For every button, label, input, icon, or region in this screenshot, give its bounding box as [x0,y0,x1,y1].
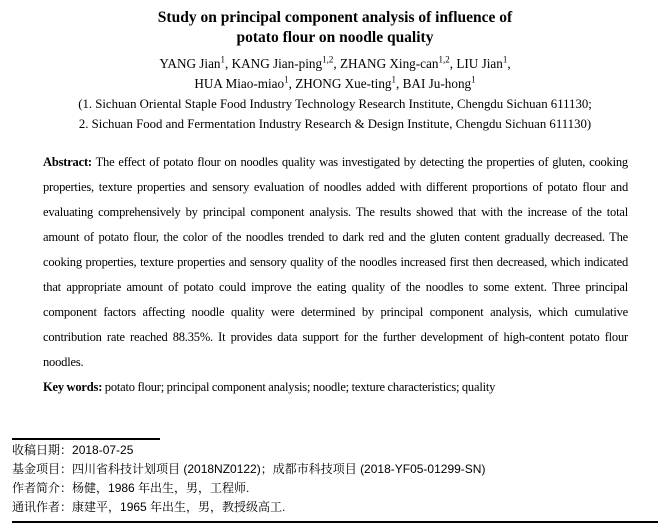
author-separator: , [333,56,340,71]
abstract-label: Abstract: [43,155,92,169]
affiliation-line-2: 2. Sichuan Food and Fermentation Industry Research & Design Institute, Chengdu Sichuan 611130) [78,117,592,131]
keywords-text: potato flour; principal component analysis; noodle; texture characteristics; quality [104,380,496,394]
footnote-separator-rule [12,438,160,440]
author-name: KANG Jian-ping [231,56,323,71]
footnote-text: 杨健，1986 年出生，男，工程师. [72,481,250,495]
author-superscript: 1 [220,54,226,65]
author-superscript: 1 [391,74,397,85]
title-line-1: Study on principal component analysis of influence of [157,9,513,26]
abstract-paragraph [43,150,628,375]
footnote-text: 康建平，1965 年出生，男，教授级高工. [72,500,286,514]
author-name: BAI Ju-hong [402,76,472,91]
author-name: LIU Jian [456,56,503,71]
author-superscript: 1 [502,54,508,65]
paper-title [20,8,650,48]
author-line-1 [0,54,670,74]
author-superscript: 1,2 [438,54,450,65]
author-separator: , [507,56,511,71]
footnote-label: 收稿日期： [12,443,73,457]
footnote-corresponding-author [12,498,658,517]
footnotes-block [12,441,658,517]
title-line-2: potato flour on noodle quality [236,29,434,46]
footnote-text: 2018-07-25 [72,443,134,457]
keywords-line [43,375,628,400]
footnote-author-bio [12,479,658,498]
author-superscript: 1,2 [322,54,334,65]
author-separator: , [396,76,403,91]
author-line-2 [0,74,670,94]
page-bottom-rule [12,521,658,523]
author-name: ZHANG Xing-can [339,56,439,71]
author-name: ZHONG Xue-ting [295,76,392,91]
abstract-text: The effect of potato flour on noodles quality was investigated by detecting the properties of gluten, cooking properties, texture properties and sensory evaluation of noodles added with different proportions of potato flour and evaluating comprehensively by principal component analysis. The results showed that with the increase of the total amount of potato flour, the color of the noodles trended to dark red and the gluten content gradually decreased. The cooking properties, texture properties and sensory quality of the noodles increased first then decreased, which indicated that appropriate amount of potato could improve the eating quality of the noodles to some extent. Three principal component factors affecting noodle quality were determined by principal component analysis, which cumulative contribution rate reached 88.35%. It provides data support for the further development of high-content potato flour noodles. [43,155,628,369]
author-superscript: 1 [471,74,476,85]
author-separator: , [225,56,232,71]
footnote-label: 作者简介： [12,481,73,495]
footnote-received-date [12,441,658,460]
author-superscript: 1 [284,74,289,85]
author-name: HUA Miao-miao [194,76,285,91]
author-separator: , [288,76,296,91]
footnote-label: 基金项目： [12,462,73,476]
affiliation-line-1: (1. Sichuan Oriental Staple Food Industry Technology Research Institute, Chengdu Sichuan 611130; [78,97,592,111]
author-separator: , [449,56,457,71]
author-name: YANG Jian [159,56,221,71]
footnote-funding [12,460,658,479]
footnote-text: 四川省科技计划项目 (2018NZ0122)；成都市科技项目 (2018-YF05-01299-SN) [72,462,486,476]
keywords-label: Key words: [43,380,103,394]
footnote-label: 通讯作者： [12,500,73,514]
